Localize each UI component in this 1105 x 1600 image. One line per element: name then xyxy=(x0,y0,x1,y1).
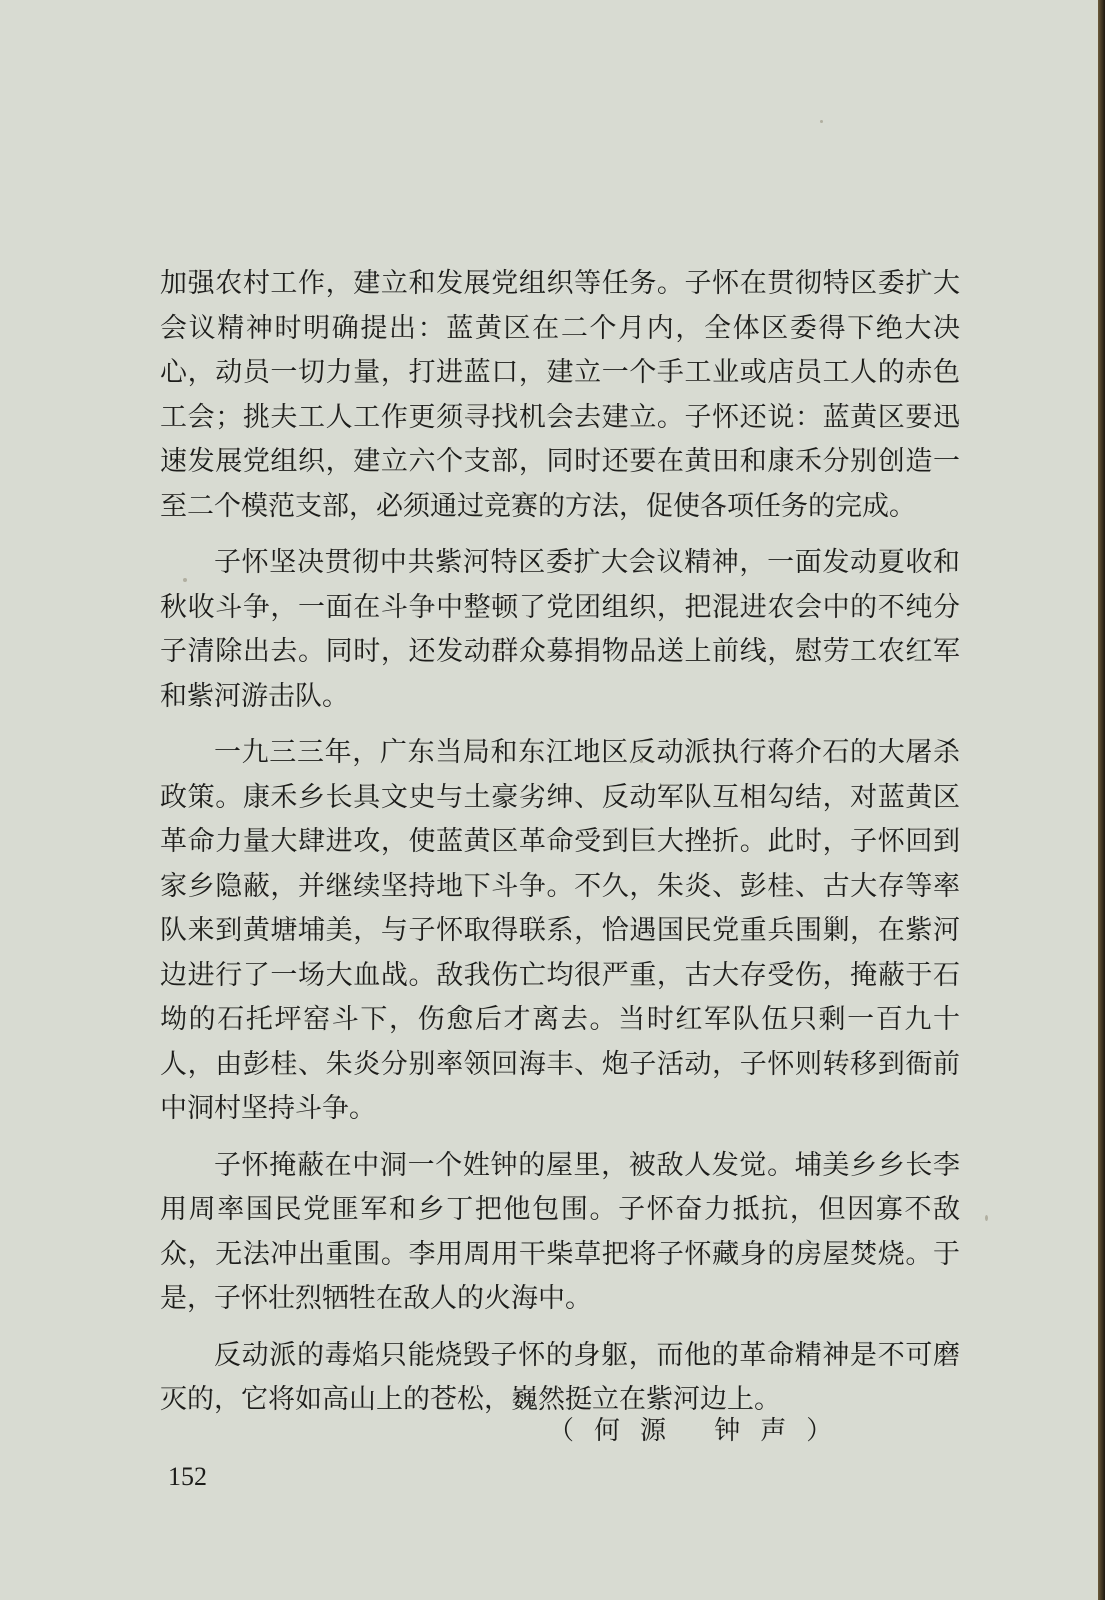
body-text xyxy=(160,262,960,1423)
paragraph: 子怀坚决贯彻中共紫河特区委扩大会议精神，一面发动夏收和秋收斗争，一面在斗争中整顿了党团组织，把混进农会中的不纯分子清除出去。同时，还发动群众募捐物品送上前线，慰劳工农红军和紫河游击队。 xyxy=(160,547,960,712)
paragraph: 子怀掩蔽在中洞一个姓钟的屋里，被敌人发觉。埔美乡乡长李用周率国民党匪军和乡丁把他包围。子怀奋力抵抗，但因寡不敌众，无法冲出重围。李用周用干柴草把将子怀藏身的房屋焚烧。于是，子怀壮烈牺牲在敌人的火海中。 xyxy=(160,1149,960,1314)
author-credit: （何源 钟声） xyxy=(548,1416,853,1446)
page-edge-shadow xyxy=(1098,0,1105,1600)
paragraph: 加强农村工作，建立和发展党组织等任务。子怀在贯彻特区委扩大会议精神时明确提出：蓝黄区在二个月内，全体区委得下绝大决心，动员一切力量，打进蓝口，建立一个手工业或店员工人的赤色工会；挑夫工人工作更须寻找机会去建立。子怀还说：蓝黄区要迅速发展党组织，建立六个支部，同时还要在黄田和康禾分别创造一至二个模范支部，必须通过竞赛的方法，促使各项任务的完成。 xyxy=(160,268,960,522)
page-number: 152 xyxy=(168,1462,207,1491)
paragraph: 反动派的毒焰只能烧毁子怀的身躯，而他的革命精神是不可磨灭的，它将如高山上的苍松，巍然挺立在紫河边上。 xyxy=(160,1339,960,1415)
paper-speck xyxy=(985,1215,988,1221)
paper-speck xyxy=(820,120,823,123)
paragraph: 一九三三年，广东当局和东江地区反动派执行蒋介石的大屠杀政策。康禾乡长具文史与土豪劣绅、反动军队互相勾结，对蓝黄区革命力量大肆进攻，使蓝黄区革命受到巨大挫折。此时，子怀回到家乡隐蔽，并继续坚持地下斗争。不久，朱炎、彭桂、古大存等率队来到黄塘埔美，与子怀取得联系，恰遇国民党重兵围剿，在紫河边进行了一场大血战。敌我伤亡均很严重，古大存受伤，掩蔽于石坳的石托坪窑斗下，伤愈后才离去。当时红军队伍只剩一百九十人，由彭桂、朱炎分别率领回海丰、炮子活动，子怀则转移到衙前中洞村坚持斗争。 xyxy=(160,737,960,1124)
